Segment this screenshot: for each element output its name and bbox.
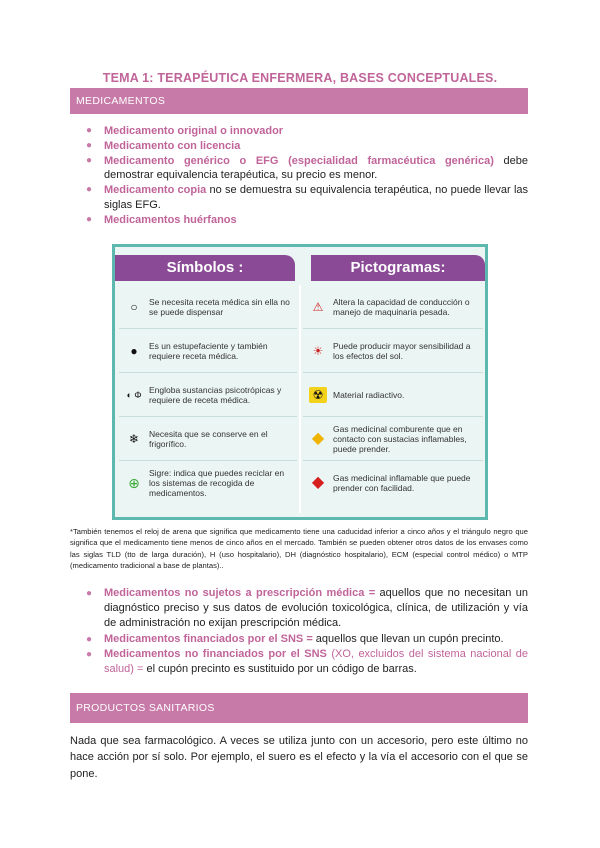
bullet-icon: ●	[86, 633, 93, 645]
bullet-icon: ●	[86, 139, 93, 151]
medicamentos-list	[86, 124, 528, 228]
table-row: ☀ Puede producir mayor sensibilidad a los efectos del sol.	[303, 329, 483, 373]
table-row: ⊕ Sigre: indica que puedes reciclar en los sistemas de recogida de medicamentos.	[119, 461, 297, 505]
list-item: ● Medicamentos huérfanos	[86, 213, 237, 226]
oxidizing-gas-icon: ◆	[311, 429, 325, 447]
flammable-gas-icon: ◆	[311, 474, 325, 491]
sun-warning-icon: ☀	[312, 343, 324, 358]
list-item: ● Medicamento genérico o EFG (especialidad farmacéutica genérica) debe demostrar equivalencia terapéutica, su precio es menor.	[86, 154, 529, 182]
list-item: ● Medicamento original o innovador	[86, 125, 284, 137]
table-row: ● Es un estupefaciente y también requiere receta médica.	[119, 329, 297, 373]
table-row: ❄ Necesita que se conserve en el frigorífico.	[119, 417, 297, 461]
symbols-pictograms-table	[112, 244, 488, 520]
radiation-icon: ☢	[309, 387, 327, 403]
pictograms-column	[303, 285, 483, 505]
bullet-icon: ●	[86, 125, 93, 136]
table-row: ◆ Gas medicinal comburente que en contacto con sustacias inflamables, puede prender.	[303, 417, 483, 461]
section-header-productos-sanitarios: PRODUCTOS SANITARIOS	[70, 693, 528, 723]
symbols-column	[119, 285, 297, 505]
bullet-icon: ●	[86, 154, 93, 166]
list-item: ● Medicamentos financiados por el SNS = aquellos que llevan un cupón precinto.	[86, 632, 528, 647]
footnote: *También tenemos el reloj de arena que significa que medicamento tiene una caducidad inferior a cinco años y el triángulo negro que significa que el medicamento tiene menos de cinco años en el mercado. También se pueden obtener otros datos de los envases como las siglas TLD (tto de larga duración), H (uso hospitalario), DH (diagnóstico hospitalario), ECM (especial control médico) o MTP (medicamento tradicional a base de plantas)..	[70, 527, 528, 571]
page-title: TEMA 1: TERAPÉUTICA ENFERMERA, BASES CONCEPTUALES.	[102, 71, 498, 85]
column-divider	[299, 285, 301, 513]
table-header-symbols: Símbolos :	[115, 255, 295, 281]
filled-circle-icon: ●	[130, 343, 138, 358]
table-row: ◆ Gas medicinal inflamable que puede prender con facilidad.	[303, 461, 483, 505]
table-row: ○ Se necesita receta médica sin ella no se puede dispensar	[119, 285, 297, 329]
list-item: ● Medicamento con licencia	[86, 139, 241, 152]
car-warning-icon: ⚠	[312, 299, 324, 314]
table-row: ⚠ Altera la capacidad de conducción o manejo de maquinaria pesada.	[303, 285, 483, 329]
table-header-pictograms: Pictogramas:	[311, 255, 485, 281]
list-item: ● Medicamento copia no se demuestra su equivalencia terapéutica, no puede llevar las siglas EFG.	[86, 184, 529, 211]
medicamentos-list-2	[86, 586, 528, 677]
bullet-icon: ●	[86, 184, 93, 196]
bullet-icon: ●	[86, 648, 93, 660]
table-row: ☢ Material radiactivo.	[303, 373, 483, 417]
section-header-medicamentos: MEDICAMENTOS	[70, 88, 528, 114]
list-item: ● Medicamentos no sujetos a prescripción médica = aquellos que no necesitan un diagnóstico preciso y sus datos de evolución toxicológica, clínica, de utilización y vía de administración no exijan prescripción médica.	[86, 587, 529, 630]
list-item: ● Medicamentos no financiados por el SNS (XO, excluidos del sistema nacional de salud) = el cupón precinto es sustituido por un código de barras.	[86, 647, 528, 676]
sigre-icon: ⊕	[128, 475, 140, 491]
bullet-icon: ●	[86, 213, 93, 225]
half-circle-icon: ◐ Φ	[126, 389, 142, 400]
snowflake-icon: ❄	[128, 431, 140, 446]
productos-sanitarios-paragraph: Nada que sea farmacológico. A veces se utiliza junto con un accesorio, pero este último no hace acción por sí solo. Por ejemplo, el suero es el efecto y la vía el accesorio con el que se pone.	[70, 735, 528, 780]
empty-circle-icon: ○	[130, 299, 138, 314]
table-row: ◐ Φ Engloba sustancias psicotrópicas y requiere de receta médica.	[119, 373, 297, 417]
bullet-icon: ●	[86, 588, 93, 599]
